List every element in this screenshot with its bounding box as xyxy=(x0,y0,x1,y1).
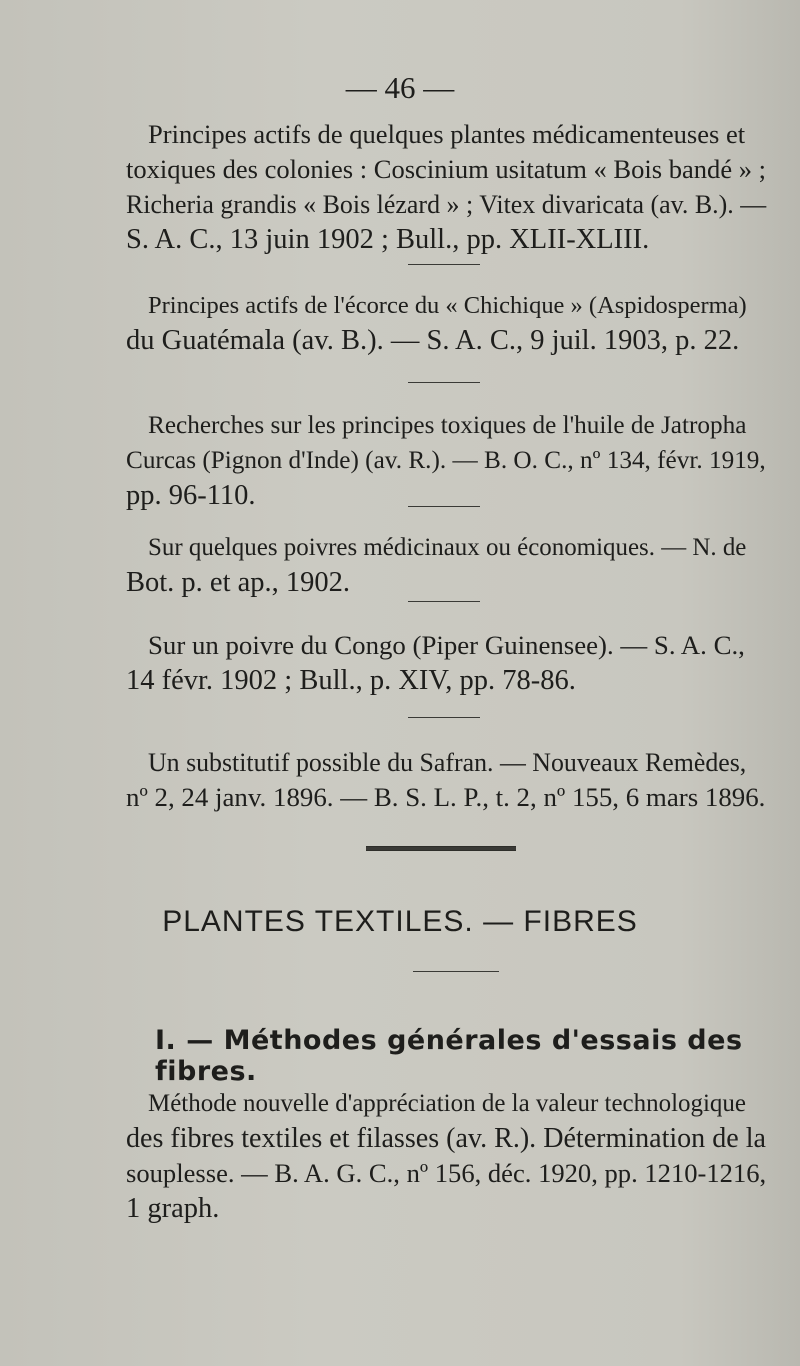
entry-line: nº 2, 24 janv. 1896. — B. S. L. P., t. 2, nº 155, 6 mars 1896. xyxy=(126,782,766,812)
entry-line: Bot. p. et ap., 1902. xyxy=(126,567,351,598)
entry-line: du Guatémala (av. B.). — S. A. C., 9 juil. 1903, p. 22. xyxy=(126,325,740,356)
subsection-heading: I. — Méthodes générales d'essais des fibres. xyxy=(155,1025,743,1087)
separator-rule xyxy=(408,264,480,265)
entry-line: Un substitutif possible du Safran. — Nouveaux Remèdes, xyxy=(148,748,747,777)
entry-line: des fibres textiles et filasses (av. R.). Détermination de la xyxy=(126,1123,766,1154)
entry-line: Recherches sur les principes toxiques de l'huile de Jatropha xyxy=(148,412,747,439)
entry-line: souplesse. — B. A. G. C., nº 156, déc. 1920, pp. 1210-1216, xyxy=(126,1158,767,1188)
entry-line: Sur un poivre du Congo (Piper Guinensee). — S. A. C., xyxy=(148,630,745,660)
separator-rule xyxy=(408,717,480,718)
entry-line: S. A. C., 13 juin 1902 ; Bull., pp. XLII-XLIII. xyxy=(126,224,650,255)
bibliography-entry xyxy=(126,1086,766,1226)
entry-line: 1 graph. xyxy=(126,1193,220,1224)
bibliography-entry xyxy=(126,628,766,698)
entry-line: pp. 96-110. xyxy=(126,480,256,511)
bibliography-entry xyxy=(126,745,766,815)
entry-line: Curcas (Pignon d'Inde) (av. R.). — B. O. C., nº 134, févr. 1919, xyxy=(126,447,766,474)
entry-line: toxiques des colonies : Coscinium usitatum « Bois bandé » ; xyxy=(126,154,767,184)
separator-rule xyxy=(408,506,480,507)
section-heading: PLANTES TEXTILES. — FIBRES xyxy=(162,905,638,938)
entry-line: Sur quelques poivres médicinaux ou économiques. — N. de xyxy=(148,534,747,561)
entry-line: Principes actifs de l'écorce du « Chichique » (Aspidosperma) xyxy=(148,292,747,319)
separator-rule xyxy=(408,382,480,383)
entry-line: 14 févr. 1902 ; Bull., p. XIV, pp. 78-86. xyxy=(126,665,576,696)
section-double-rule xyxy=(366,846,516,851)
separator-rule xyxy=(413,971,499,972)
entry-line: Méthode nouvelle d'appréciation de la valeur technologique xyxy=(148,1090,746,1117)
page-number: — 46 — xyxy=(345,70,455,105)
separator-rule xyxy=(408,601,480,602)
entry-line: Principes actifs de quelques plantes médicamenteuses et xyxy=(148,119,746,149)
bibliography-entry xyxy=(126,408,766,513)
bibliography-entry xyxy=(126,530,766,600)
bibliography-entry xyxy=(126,288,766,358)
bibliography-entry xyxy=(126,117,766,257)
entry-line: Richeria grandis « Bois lézard » ; Vitex divaricata (av. B.). — xyxy=(126,190,767,219)
